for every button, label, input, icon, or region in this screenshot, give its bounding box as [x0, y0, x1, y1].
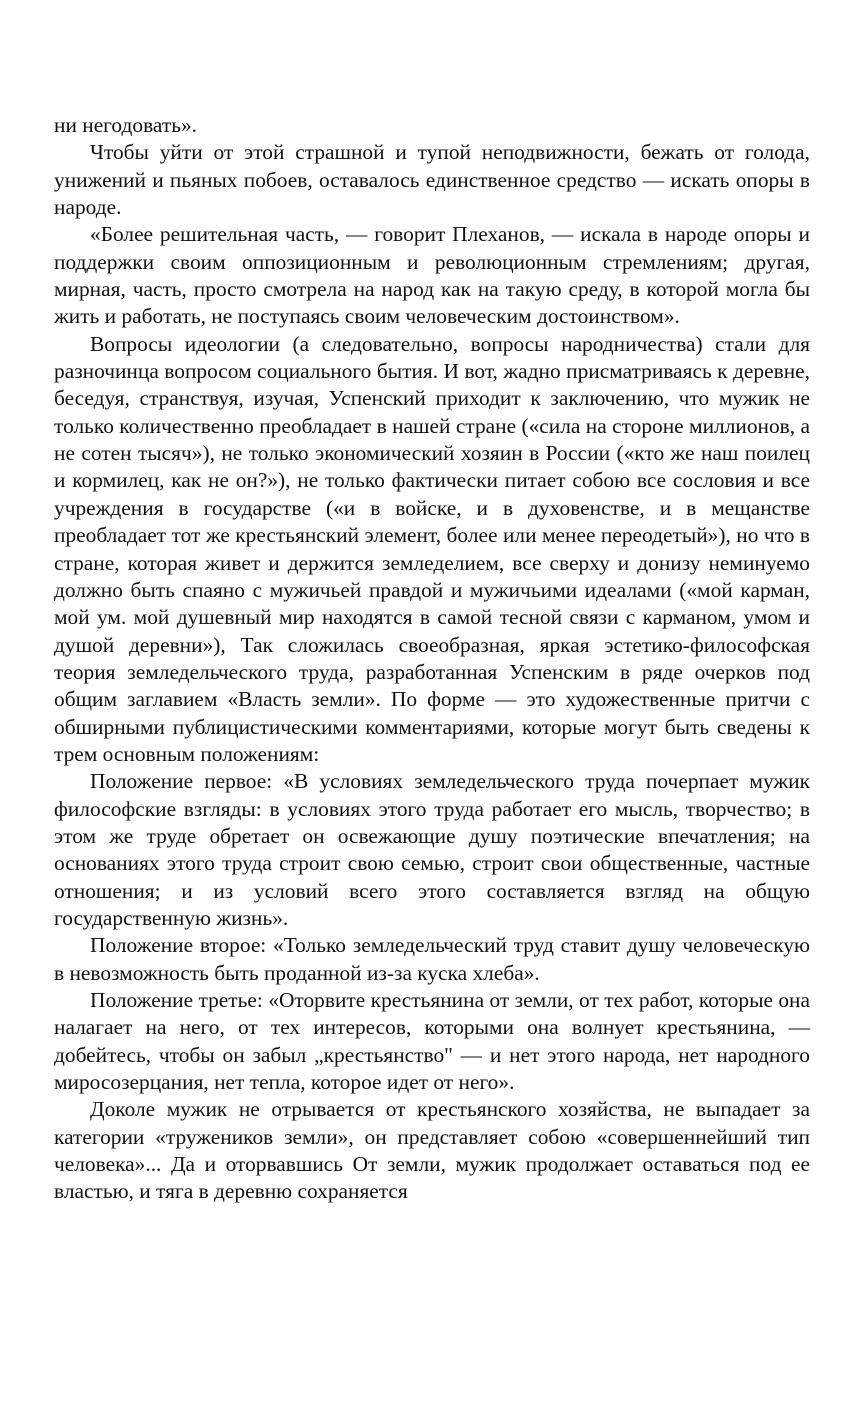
document-page: [54, 112, 810, 1206]
paragraph-ideology-questions: Вопросы идеологии (а следовательно, вопросы народничества) стали для разночинца вопросом социального бытия. И вот, жадно присматриваясь к деревне, беседуя, странствуя, изучая, Успенский приходит к заключению, что мужик не только количественно преобладает в нашей стране («сила на стороне миллионов, а не сотен тысяч»), не только экономический хозяин в России («кто же наш поилец и кормилец, как не он?»), не только фактически питает собою все сословия и все учреждения в государстве («и в войске, и в духовенстве, и в мещанстве преобладает тот же крестьянский элемент, более или менее переодетый»), но что в стране, которая живет и держится земледелием, все сверху и донизу неминуемо должно быть спаяно с мужичьей правдой и мужичьими идеалами («мой карман, мой ум. мой душевный мир находятся в самой тесной связи с карманом, умом и душой деревни»), Так сложилась своеобразная, яркая эстетико-философская теория земледельческого труда, разработанная Успенским в ряде очерков под общим заглавием «Власть земли». По форме — это художественные притчи с обширными публицистическими комментариями, которые могут быть сведены к трем основным положениям:: [54, 331, 810, 766]
paragraph-continuation: ни негодовать».: [54, 113, 197, 137]
paragraph-plekhanov-quote: «Более решительная часть, — говорит Плеханов, — искала в народе опоры и поддержки своим оппозиционным и революционным стремлениям; другая, мирная, часть, просто смотрела на народ как на такую среду, в которой могла бы жить и работать, не поступаясь своим человеческим достоинством».: [54, 222, 810, 329]
paragraph-first-position: Положение первое: «В условиях земледельческого труда почерпает мужик философские взгляды: в условиях этого труда работает его мысль, творчество; в этом же труде обретает он освежающие душу поэтические впечатления; на основаниях этого труда строит свою семью, строит свои общественные, частные отношения; и из условий всего этого составляется взгляд на общую государственную жизнь».: [54, 769, 810, 930]
paragraph-peasant-type: Доколе мужик не отрывается от крестьянского хозяйства, не выпадает за категории «тружеников земли», он представляет собою «совершеннейший тип человека»... Да и оторвавшись От земли, мужик продолжает оставаться под ее властью, и тяга в деревню сохраняется: [54, 1097, 810, 1204]
paragraph-escape-to-people: Чтобы уйти от этой страшной и тупой неподвижности, бежать от голода, унижений и пьяных побоев, оставалось единственное средство — искать опоры в народе.: [54, 140, 810, 220]
paragraph-second-position: Положение второе: «Только земледельческий труд ставит душу человеческую в невозможность быть проданной из-за куска хлеба».: [54, 933, 810, 985]
paragraph-third-position: Положение третье: «Оторвите крестьянина от земли, от тех работ, которые она налагает на него, от тех интересов, которыми она волнует крестьянина, — добейтесь, чтобы он забыл „крестьянство" — и нет этого народа, нет народного миросозерцания, нет тепла, которое идет от него».: [54, 988, 810, 1095]
